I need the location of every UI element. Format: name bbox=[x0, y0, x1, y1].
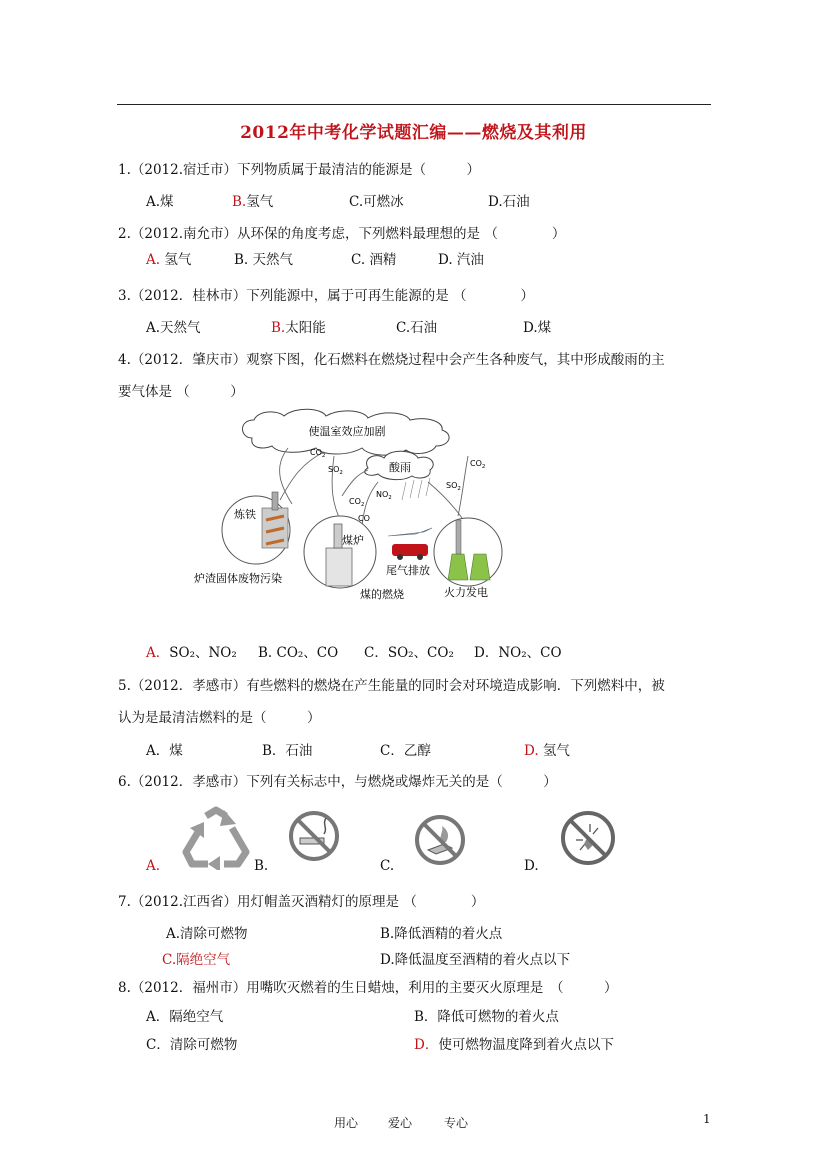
q3-option-c: C.石油 bbox=[396, 320, 438, 336]
question-3-stem: 3.（2012．桂林市）下列能源中，属于可再生能源的是 （ ） bbox=[118, 288, 535, 304]
question-8-stem: 8.（2012．福州市）用嘴吹灭燃着的生日蜡烛，利用的主要灭火原理是 （ ） bbox=[118, 980, 618, 996]
q7-option-d: D.降低温度至酒精的着火点以下 bbox=[380, 952, 571, 968]
power-chimney-icon bbox=[456, 520, 461, 554]
q7-option-c: C.隔绝空气 bbox=[162, 952, 231, 968]
q5-option-d: D. 氢气 bbox=[524, 743, 570, 759]
iron-chimney-icon bbox=[272, 492, 278, 510]
co2-label-2: $CO_2$ bbox=[349, 497, 365, 508]
question-5-stem-line2: 认为是最清洁燃料的是（ ） bbox=[118, 710, 321, 726]
footer-word-1: 用心 bbox=[334, 1116, 359, 1130]
q4-option-d: D．NO₂、CO bbox=[474, 645, 562, 661]
q1-answer-mark: B. bbox=[232, 194, 247, 210]
rain-streaks bbox=[402, 478, 430, 500]
q3-option-d: D.煤 bbox=[523, 320, 552, 336]
coal-stove-icon bbox=[326, 548, 352, 586]
so2-label-1: $SO_2$ bbox=[328, 465, 343, 476]
question-7-stem: 7.（2012.江西省）用灯帽盖灭酒精灯的原理是 （ ） bbox=[118, 894, 485, 910]
q8-option-c: C．清除可燃物 bbox=[146, 1037, 238, 1053]
q8-answer-mark: D． bbox=[414, 1037, 439, 1053]
q3-answer-mark: B. bbox=[271, 320, 286, 336]
car-wheel-rear bbox=[417, 554, 423, 560]
exhaust-label: 尾气排放 bbox=[386, 564, 430, 577]
no2-label: $NO_2$ bbox=[376, 490, 392, 501]
q7-option-a: A.清除可燃物 bbox=[166, 926, 248, 942]
question-6-stem: 6.（2012．孝感市）下列有关标志中，与燃烧或爆炸无关的是（ ） bbox=[118, 774, 557, 790]
question-5-stem-line1: 5.（2012．孝感市）有些燃料的燃烧在产生能量的同时会对环境造成影响．下列燃料中，被 bbox=[118, 678, 665, 694]
fossil-fuel-pollution-diagram bbox=[192, 408, 512, 604]
q8-option-b: B．降低可燃物的着火点 bbox=[414, 1009, 559, 1025]
page-number: 1 bbox=[703, 1112, 711, 1126]
footer-word-2: 爱心 bbox=[388, 1116, 413, 1130]
no-fireworks-symbol-icon bbox=[560, 810, 616, 866]
q2-option-b: B. 天然气 bbox=[234, 252, 294, 268]
car-icon bbox=[392, 544, 428, 556]
q1-option-d: D.石油 bbox=[488, 194, 530, 210]
no-smoking-symbol-icon bbox=[288, 810, 340, 862]
coal-burning-label: 煤的燃烧 bbox=[360, 588, 404, 601]
q2-option-a: A. 氢气 bbox=[146, 252, 192, 268]
q6-option-b: B. bbox=[254, 858, 269, 874]
q4-answer-mark: A． bbox=[146, 645, 170, 661]
q5-option-a: A．煤 bbox=[146, 743, 183, 759]
header-rule bbox=[117, 104, 711, 105]
q5-option-b: B．石油 bbox=[262, 743, 313, 759]
q1-option-c: C.可燃冰 bbox=[349, 194, 404, 210]
q4-option-b: B. CO₂、CO bbox=[258, 645, 339, 661]
q8-option-d: D．使可燃物温度降到着火点以下 bbox=[414, 1037, 614, 1053]
no-open-flame-symbol-icon bbox=[414, 814, 466, 866]
q1-option-a: A.煤 bbox=[146, 194, 174, 210]
stove-pipe-icon bbox=[334, 524, 342, 548]
q5-answer-mark: D. bbox=[524, 743, 539, 759]
q1-option-b: B.氢气 bbox=[232, 194, 274, 210]
slag-pollution-label: 炉渣固体废物污染 bbox=[194, 572, 282, 585]
question-2-stem: 2.（2012.南允市）从环保的角度考虑，下列燃料最理想的是 （ ） bbox=[118, 226, 566, 242]
cloud-label: 使温室效应加剧 bbox=[308, 425, 386, 438]
question-4-stem-line1: 4.（2012．肇庆市）观察下图，化石燃料在燃烧过程中会产生各种废气，其中形成酸雨的主 bbox=[118, 352, 665, 368]
question-4-stem-line2: 要气体是 （ ） bbox=[118, 384, 244, 400]
q7-answer-mark: C. bbox=[162, 952, 177, 968]
q6-option-a: A. bbox=[146, 858, 161, 874]
question-1-stem: 1.（2012.宿迁市）下列物质属于最清洁的能源是（ ） bbox=[118, 162, 481, 178]
q5-option-c: C．乙醇 bbox=[380, 743, 431, 759]
page-title: 2012年中考化学试题汇编——燃烧及其利用 bbox=[240, 123, 587, 143]
recycling-symbol-icon bbox=[180, 806, 252, 870]
q4-option-a: A．SO₂、NO₂ bbox=[146, 645, 237, 661]
q7-option-b: B.降低酒精的着火点 bbox=[380, 926, 503, 942]
footer-word-3: 专心 bbox=[444, 1116, 469, 1130]
q2-answer-mark: A. bbox=[146, 252, 161, 268]
co2-label-3: $CO_2$ bbox=[470, 459, 486, 470]
q3-option-b: B.太阳能 bbox=[271, 320, 326, 336]
q6-option-d: D. bbox=[524, 858, 539, 874]
q2-option-d: D. 汽油 bbox=[438, 252, 484, 268]
so2-label-2: $SO_2$ bbox=[446, 481, 461, 492]
power-plant-circle bbox=[434, 518, 502, 586]
q6-option-c: C. bbox=[380, 858, 395, 874]
stove-label: 煤炉 bbox=[342, 534, 364, 547]
co-label: CO bbox=[358, 514, 370, 523]
iron-label: 炼铁 bbox=[234, 508, 256, 521]
airplane-icon bbox=[388, 528, 432, 536]
q4-option-c: C．SO₂、CO₂ bbox=[364, 645, 454, 661]
q8-option-a: A．隔绝空气 bbox=[146, 1009, 224, 1025]
q2-option-c: C. 酒精 bbox=[351, 252, 397, 268]
acid-rain-label: 酸雨 bbox=[389, 461, 411, 474]
car-wheel-front bbox=[397, 554, 403, 560]
co2-label-1: $CO_2$ bbox=[310, 448, 326, 459]
power-label: 火力发电 bbox=[444, 586, 488, 599]
q3-option-a: A.天然气 bbox=[146, 320, 201, 336]
